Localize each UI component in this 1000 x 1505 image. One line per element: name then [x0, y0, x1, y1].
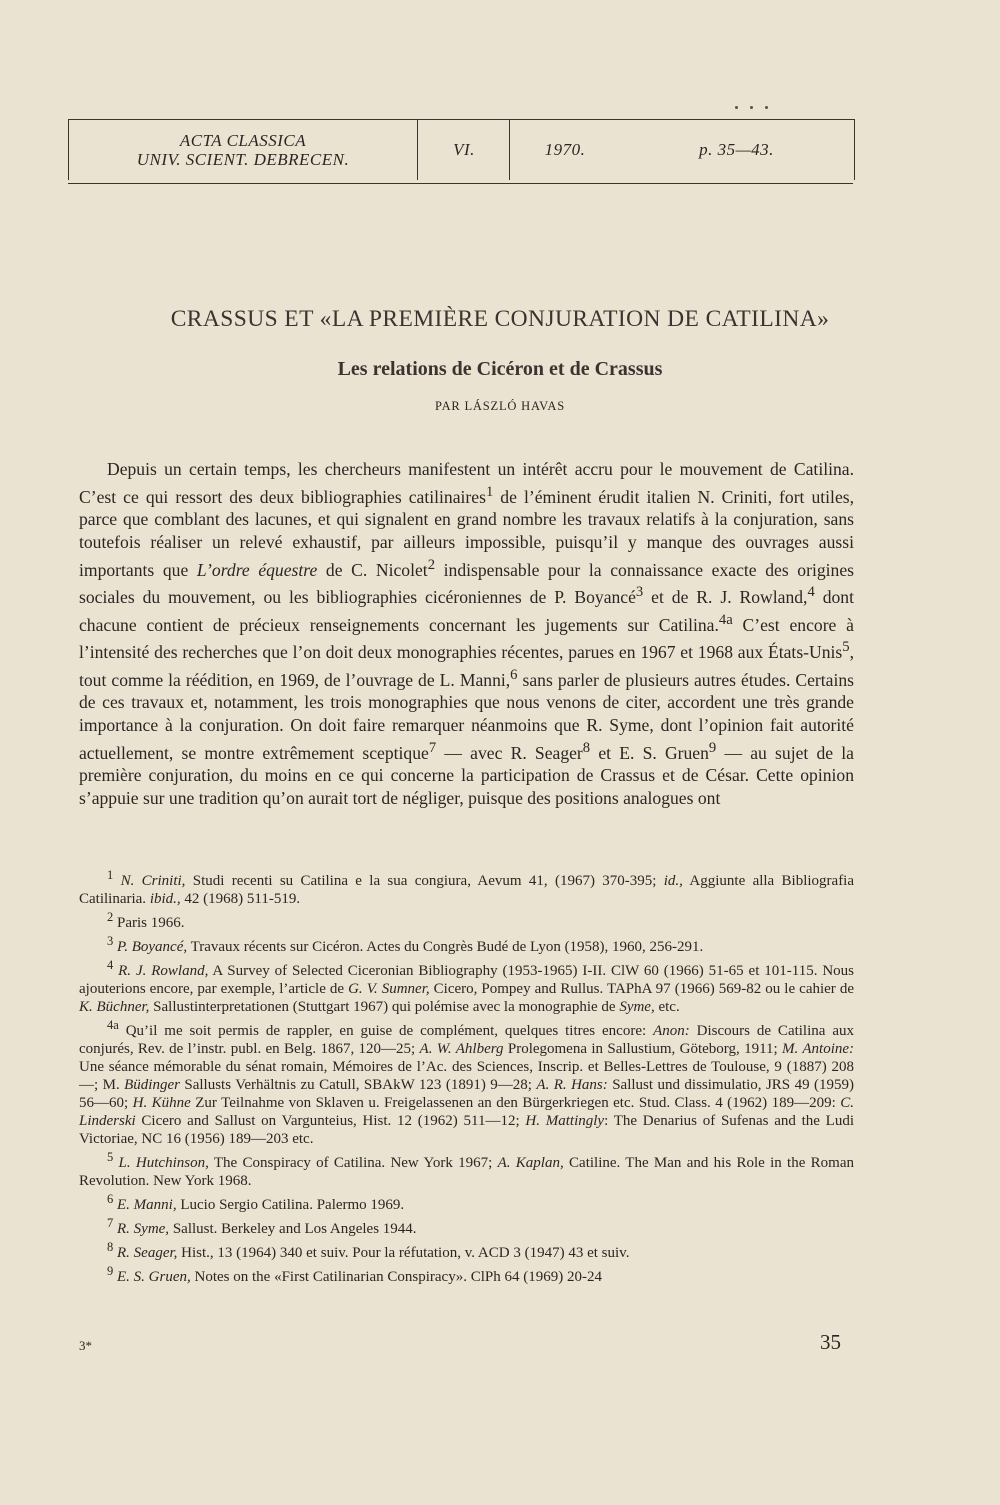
text-run: de l’éminent érudit italien N. Criniti, fort utiles, parce que comblant des lacunes, et qui signalent en grand nombre les travaux relatifs à la conjuration, sans toutefois réaliser un relevé exhaustif, par ailleurs impossible, puisqu’il y manque des ouvrages aussi importants que — [79, 486, 854, 580]
text-run: Notes on the «First Catilinarian Conspiracy». ClPh 64 (1969) 20-24 — [190, 1269, 602, 1285]
page-range: p. 35—43. — [699, 140, 774, 159]
article-author: PAR LÁSZLÓ HAVAS — [435, 399, 565, 413]
footnote-4 — [79, 956, 854, 1016]
margin-dots — [735, 96, 785, 102]
text-run: Discours de Catilina aux conjurés, Rev. de l’instr. publ. en Belg. 1867, 120—25; — [79, 1023, 854, 1057]
volume: VI. — [453, 140, 475, 159]
footnote-4a — [79, 1016, 854, 1148]
footnote-ref: 9 — [708, 739, 717, 756]
text-run: dont chacune contient de précieux renseignements concernant les jugements sur Catilina. — [79, 587, 854, 635]
journal-name-cell — [69, 120, 417, 180]
text-run: Travaux récents sur Cicéron. Actes du Congrès Budé de Lyon (1958), 1960, 256-291. — [187, 939, 704, 955]
footnote-number: 8 — [107, 1240, 114, 1254]
footnote-9 — [79, 1262, 854, 1286]
text-run: Hist., 13 (1964) 340 et suiv. Pour la réfutation, v. ACD 3 (1947) 43 et suiv. — [177, 1245, 630, 1261]
footnote-author: R. Seager, — [117, 1245, 178, 1261]
text-run: Zur Teilnahme von Sklaven u. Freigelassenen an den Bürgerkriegen etc. Stud. Class. 4 (1962) 189—209: — [190, 1095, 841, 1111]
journal-header-box — [68, 119, 855, 180]
footnote-2 — [79, 908, 854, 932]
footnote-author: E. Manni, — [117, 1197, 177, 1213]
text-run: Sallustinterpretationen (Stuttgart 1967) qui polémise avec la monographie de — [149, 999, 620, 1015]
text-run: indispensable pour la connaissance exacte des origines sociales du mouvement, ou les bibliographies cicéroniennes de P. Boyancé — [79, 559, 854, 608]
footnote-author: H. Mattingly — [525, 1113, 605, 1129]
text-run: — avec R. Seager — [436, 742, 583, 763]
text-run: , tout comme la réédition, en 1969, de l’ouvrage de L. Manni, — [79, 642, 854, 690]
footnote-5 — [79, 1148, 854, 1190]
footnote-number: 4 — [107, 958, 114, 972]
page-number: 35 — [820, 1330, 841, 1354]
footnote-3 — [79, 932, 854, 956]
footnote-author: N. Criniti, — [120, 873, 186, 889]
footnote-ref: 1 — [485, 483, 494, 500]
text-run: ibid., — [149, 891, 181, 907]
footnote-number: 2 — [107, 910, 114, 924]
text-run: : The Denarius of Sufenas and the Ludi Victoriae, NC 16 (1956) 189—203 etc. — [79, 1113, 855, 1147]
footnote-8 — [79, 1238, 854, 1262]
footnote-ref: 7 — [428, 739, 437, 756]
footnote-author: M. Antoine: — [782, 1041, 855, 1057]
footnote-author: H. Kühne — [132, 1095, 191, 1111]
footnote-author: A. Kaplan, — [497, 1155, 564, 1171]
footnote-ref: 5 — [842, 639, 850, 656]
footnote-number: 3 — [107, 934, 114, 948]
text-run: Sallusts Verhältnis zu Catull, SBAkW 123 (1891) 9—28; — [179, 1077, 537, 1093]
text-run: Catiline. The Man and his Role in the Roman Revolution. New York 1968. — [79, 1155, 854, 1189]
footnote-author: R. J. Rowland, — [118, 963, 209, 979]
header-rule — [68, 183, 853, 184]
journal-name-line2: UNIV. SCIENT. DEBRECEN. — [136, 150, 350, 169]
text-run: et E. S. Gruen — [590, 742, 709, 763]
volume-cell — [417, 120, 510, 180]
footnote-number: 4a — [107, 1018, 119, 1032]
footnote-author: A. R. Hans: — [536, 1077, 608, 1093]
footnotes — [79, 866, 854, 1286]
text-run: Paris 1966. — [113, 915, 185, 931]
text-run: etc. — [654, 999, 680, 1015]
body-text — [79, 458, 854, 810]
footnote-author: K. Büchner, — [79, 999, 150, 1015]
text-run: — au sujet de la première conjuration, du moins en ce qui concerne la participation de Crassus et de César. Cette opinion s’appuie sur une tradition qu’on aurait tort de négliger, puisque des positions analogues ont — [79, 742, 854, 809]
text-run: sans parler de plusieurs autres études. Certains de ces travaux et, notamment, les trois monographies que nous venons de citer, accordent une très grande importance à la conjuration. On doit faire remarquer néanmoins que R. Syme, dont l’opinion fait autorité actuellement, se montre extrêmement sceptique — [79, 669, 855, 763]
body-paragraph — [79, 458, 854, 810]
text-run: et de R. J. Rowland, — [643, 587, 808, 608]
footnote-ref: 6 — [510, 666, 518, 683]
text-run: Une séance mémorable du sénat romain, Mémoires de l’Ac. des Sciences, Inscrip. et Belles-Lettres de Toulouse, 9 (1887) 208—; M. — [79, 1059, 854, 1093]
footnote-ref: 2 — [427, 556, 436, 573]
text-run: Qu’il me soit permis de rappler, en guise de complément, quelques titres encore: — [118, 1023, 654, 1039]
footnote-author: A. W. Ahlberg — [419, 1041, 504, 1057]
footnote-ref: 8 — [582, 739, 591, 756]
footnote-author: P. Boyancé, — [117, 939, 188, 955]
text-run: Cicero and Sallust on Vargunteius, Hist. 12 (1962) 511—12; — [135, 1113, 526, 1129]
footnote-author: G. V. Sumner, — [348, 981, 430, 997]
footnote-7 — [79, 1214, 854, 1238]
footnote-6 — [79, 1190, 854, 1214]
text-run: Depuis un certain temps, les chercheurs manifestent un intérêt accru pour le mouvement de Catilina. C’est ce qui ressort des deux bibliographies catilinaires — [79, 459, 854, 507]
footnote-author: Syme, — [619, 999, 655, 1015]
year: 1970. — [544, 140, 586, 159]
footnote-number: 7 — [107, 1216, 114, 1230]
footnote-number: 9 — [107, 1264, 114, 1278]
text-run: Lucio Sergio Catilina. Palermo 1969. — [176, 1197, 405, 1213]
text-run: The Conspiracy of Catilina. New York 1967; — [208, 1155, 498, 1171]
article-subtitle: Les relations de Cicéron et de Crassus — [337, 358, 663, 380]
journal-name-line1: ACTA CLASSICA — [179, 131, 307, 150]
footnote-author: C. Linderski — [79, 1095, 855, 1129]
pages-cell — [619, 120, 854, 180]
book-title: L’ordre équestre — [196, 559, 318, 580]
text-run: de C. Nicolet — [317, 559, 428, 580]
signature-mark: 3* — [79, 1338, 92, 1353]
footnote-ref: 4a — [718, 611, 733, 628]
footnote-number: 5 — [107, 1150, 114, 1164]
text-run: Sallust und dissimulatio, JRS 49 (1959) 56—60; — [79, 1077, 854, 1111]
footnote-author: R. Syme, — [117, 1221, 170, 1237]
text-run: A Survey of Selected Ciceronian Bibliography (1953-1965) I-II. ClW 60 (1966) 51-65 et 101-115. Nous ajouterions encore, par exemple, l’article de — [79, 963, 855, 997]
text-run: Aggiunte alla Bibliografia Catilinaria. — [79, 873, 855, 907]
text-run: Prolegomena in Sallustium, Göteborg, 1911; — [503, 1041, 783, 1057]
footnote-author: L. Hutchinson, — [118, 1155, 209, 1171]
text-run: Studi recenti su Catilina e la sua congiura, Aevum 41, (1967) 370-395; — [185, 873, 664, 889]
footnote-author: Büdinger — [124, 1077, 180, 1093]
text-run: 42 (1968) 511-519. — [180, 891, 301, 907]
footnote-1 — [79, 866, 854, 908]
text-run: id., — [663, 873, 683, 889]
footnote-number: 6 — [107, 1192, 114, 1206]
footnote-author: Anon: — [653, 1023, 690, 1039]
text-run: C’est encore à l’intensité des recherches que l’on doit deux monographies récentes, parues en 1967 et 1968 aux États-Unis — [79, 614, 854, 663]
year-cell — [509, 120, 620, 180]
article-title: CRASSUS ET «LA PREMIÈRE CONJURATION DE CATILINA» — [170, 306, 830, 332]
footnote-author: E. S. Gruen, — [117, 1269, 191, 1285]
footnote-number: 1 — [107, 868, 114, 882]
text-run: Sallust. Berkeley and Los Angeles 1944. — [169, 1221, 417, 1237]
footnote-ref: 4 — [807, 584, 815, 601]
text-run: Cicero, Pompey and Rullus. TAPhA 97 (1966) 569-82 ou le cahier de — [429, 981, 854, 997]
footnote-ref: 3 — [635, 584, 644, 601]
